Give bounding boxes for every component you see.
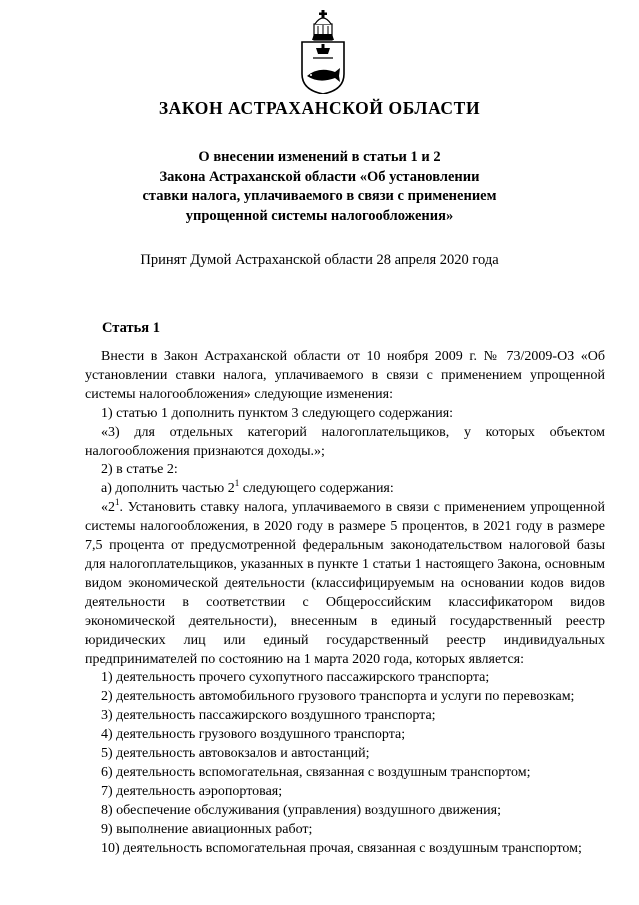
intro-paragraph: Внести в Закон Астраханской области от 10 ноября 2009 г. № 73/2009-ОЗ «Об установлении ставки налога, уплачиваемого в связи с применением упрощенной системы налогообложения» следующие изменения: <box>85 349 605 402</box>
article-body <box>85 348 605 858</box>
list-item: 4) деятельность грузового воздушного транспорта; <box>101 727 406 743</box>
amendment-item: 2) в статье 2: <box>101 462 178 478</box>
quote-text: . Установить ставку налога, уплачиваемого в связи с применением упрощенной системы налогообложения, в 2020 году в размере 5 процентов, в 2021 году в размере 7,5 процента от предусмотренной федеральным законодательством налоговой базы для налогоплательщиков, указанных в пункте 1 статьи 1 настоящего Закона, основным видом экономической деятельности (классифицируемым на основании кодов видов деятельности в соответствии с Общероссийским классификатором видов экономической деятельности), внесенным в единый государственный реестр юридических лиц или единый государственный реестр индивидуальных предпринимателей по состоянию на 1 марта 2020 года, которых является: <box>85 500 605 667</box>
subtitle-line: Закона Астраханской области «Об установлении <box>159 168 480 185</box>
adoption-line: Принят Думой Астраханской области 28 апреля 2020 года <box>140 252 499 268</box>
superscript: 1 <box>234 478 240 489</box>
sub-item <box>85 480 605 499</box>
list-item: 2) деятельность автомобильного грузового транспорта и услуги по перевозкам; <box>101 689 575 705</box>
law-title: ЗАКОН АСТРАХАНСКОЙ ОБЛАСТИ <box>158 98 481 118</box>
list-item: 8) обеспечение обслуживания (управления) воздушного движения; <box>101 802 501 818</box>
quoted-provision <box>85 499 605 669</box>
list-item: 9) выполнение авиационных работ; <box>101 821 313 837</box>
article-title: Статья 1 <box>102 320 160 336</box>
sub-item-text: следующего содержания: <box>239 481 394 497</box>
list-item: 10) деятельность вспомогательная прочая, связанная с воздушным транспортом; <box>101 840 582 856</box>
law-subtitle <box>0 148 639 226</box>
list-item: 1) деятельность прочего сухопутного пассажирского транспорта; <box>101 670 490 686</box>
amendment-item: 1) статью 1 дополнить пунктом 3 следующего содержания: <box>101 405 454 421</box>
list-item: 6) деятельность вспомогательная, связанная с воздушным транспортом; <box>101 764 531 780</box>
astrakhan-coat-of-arms-icon <box>299 10 347 94</box>
subtitle-line: О внесении изменений в статьи 1 и 2 <box>198 149 441 165</box>
sub-item-text: а) дополнить частью 2 <box>101 481 235 497</box>
quote-number: «2 <box>101 500 115 516</box>
list-item: 3) деятельность пассажирского воздушного транспорта; <box>101 708 436 724</box>
subtitle-line: упрощенной системы налогообложения» <box>185 207 454 224</box>
subtitle-line: ставки налога, уплачиваемого в связи с применением <box>142 188 497 204</box>
quoted-provision: «3) для отдельных категорий налогоплательщиков, у которых объектом налогообложения признаются доходы.»; <box>85 424 605 459</box>
superscript: 1 <box>115 497 120 508</box>
list-item: 7) деятельность аэропортовая; <box>101 783 283 799</box>
list-item: 5) деятельность автовокзалов и автостанций; <box>101 746 370 762</box>
